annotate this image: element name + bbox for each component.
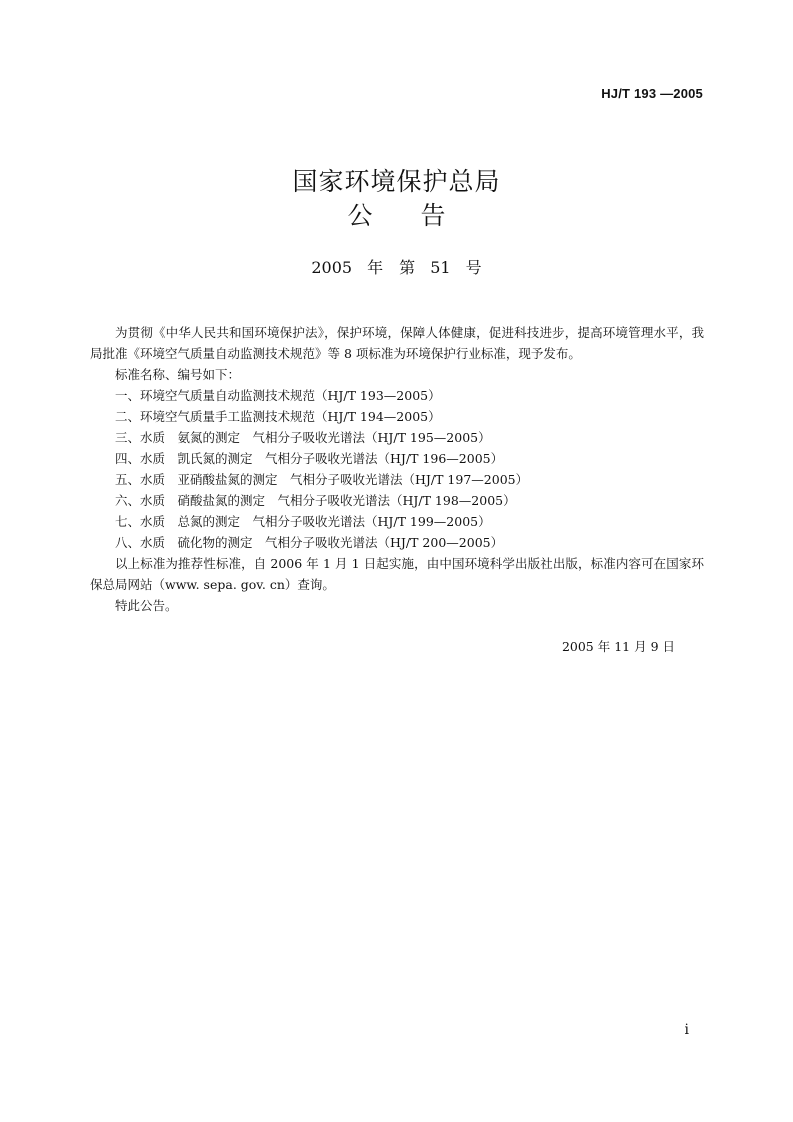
issuer-title: 国家环境保护总局 (292, 167, 501, 196)
standard-item: 八、水质 硫化物的测定 气相分子吸收光谱法（HJ/T 200—2005） (115, 535, 504, 550)
intro-paragraph: 为贯彻《中华人民共和国环境保护法》，保护环境，保障人体健康，促进科技进步，提高环境管理水平，我局批准《环境空气质量自动监测技术规范》等 8 项标准为环境保护行业标准，现予发布。 (90, 325, 704, 361)
announcement-body (90, 322, 704, 616)
standard-item: 二、环境空气质量手工监测技术规范（HJ/T 194—2005） (115, 409, 441, 424)
standard-item: 七、水质 总氮的测定 气相分子吸收光谱法（HJ/T 199—2005） (115, 514, 491, 529)
issue-number: 2005 年 第 51 号 (311, 258, 482, 277)
standard-item: 一、环境空气质量自动监测技术规范（HJ/T 193—2005） (115, 388, 441, 403)
page-number: i (684, 1022, 689, 1038)
standard-item: 三、水质 氨氮的测定 气相分子吸收光谱法（HJ/T 195—2005） (115, 430, 491, 445)
implementation-paragraph: 以上标准为推荐性标准，自 2006 年 1 月 1 日起实施，由中国环境科学出版社出版，标准内容可在国家环保总局网站（www. sepa. gov. cn）查询。 (90, 556, 704, 592)
standard-code: HJ/T 193 —2005 (601, 86, 703, 101)
list-heading: 标准名称、编号如下： (115, 367, 241, 382)
closing-line: 特此公告。 (115, 598, 178, 613)
standard-item: 五、水质 亚硝酸盐氮的测定 气相分子吸收光谱法（HJ/T 197—2005） (115, 472, 529, 487)
announcement-title: 公告 (347, 201, 494, 230)
standard-item: 四、水质 凯氏氮的测定 气相分子吸收光谱法（HJ/T 196—2005） (115, 451, 504, 466)
standard-item: 六、水质 硝酸盐氮的测定 气相分子吸收光谱法（HJ/T 198—2005） (115, 493, 516, 508)
announcement-date: 2005 年 11 月 9 日 (561, 639, 675, 654)
